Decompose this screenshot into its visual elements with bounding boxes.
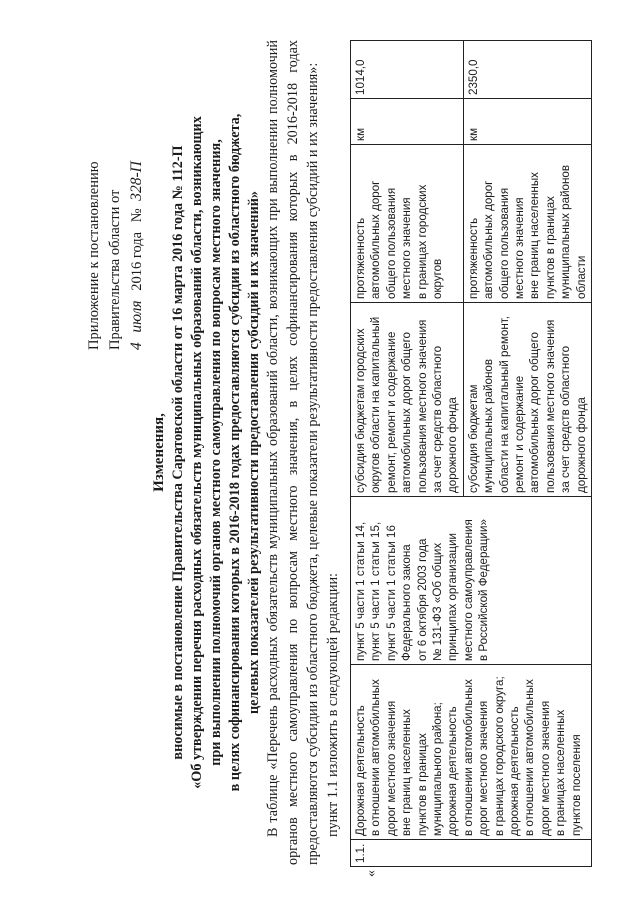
cell-line: местного значения xyxy=(513,197,527,299)
cell-line: Дорожная деятельность xyxy=(354,705,367,836)
cell-line: муниципальных районов xyxy=(559,164,573,299)
cell-line: от 6 октября 2003 года xyxy=(415,538,429,661)
cell-line: дорожного фонда xyxy=(446,397,460,493)
title-line-3: «Об утверждении перечня расходных обязательств муниципальных образований области, возникающих xyxy=(189,116,205,789)
value-cell-urban: 1014,0 xyxy=(351,41,464,99)
cell-line: пользования местного значения xyxy=(543,319,557,493)
cell-line: пунктов поселения xyxy=(569,734,583,836)
approval-year: 2016 года xyxy=(129,231,145,291)
cell-line: округов области на капитальный xyxy=(369,316,383,493)
cell-line: пунктов в границах xyxy=(415,733,429,836)
cell-line: принципах организации xyxy=(446,532,460,661)
cell-line: пункт 5 части 1 статьи 16 xyxy=(384,525,398,661)
cell-line: автомобильных дорог общего xyxy=(400,332,414,493)
approval-month: июля xyxy=(128,300,145,333)
cell-line: общего пользования xyxy=(384,187,398,299)
unit-cell-urban: км xyxy=(351,99,464,145)
value-cell-districts: 2350,0 xyxy=(463,41,591,99)
cell-line: протяженность xyxy=(354,217,367,299)
cell-line: субсидия бюджетам городских xyxy=(354,328,367,493)
cell-line: местного значения xyxy=(400,197,414,299)
cell-line: дорожная деятельность xyxy=(508,706,522,836)
approval-day: 4 xyxy=(128,342,145,350)
cell-line: дорожного фонда xyxy=(574,397,588,493)
cell-line: дорог местного значения xyxy=(477,700,491,836)
cell-line: автомобильных дорог xyxy=(482,180,496,299)
cell-line: ремонт и содержание xyxy=(513,375,527,493)
cell-line: муниципального района; xyxy=(431,702,445,836)
approval-line-2: Правительства области от xyxy=(107,189,123,350)
cell-line: субсидия бюджетам xyxy=(466,384,480,493)
cell-line: пункт 5 части 1 статьи 14, xyxy=(354,521,367,661)
cell-line: в границах городских xyxy=(415,184,429,299)
intro-text xyxy=(263,40,343,865)
approval-number: 328-П xyxy=(128,161,145,201)
title-line-5: в целях софинансирования которых в 2016-2018 годах предоставляются субсидии из областного бюджета, xyxy=(227,113,243,792)
cell-line: автомобильных дорог общего xyxy=(528,332,542,493)
unit-cell-districts: км xyxy=(463,99,591,145)
cell-line: дорожная деятельность xyxy=(446,706,460,836)
amendments-title xyxy=(150,40,264,865)
approval-line-1: Приложение к постановлению xyxy=(86,161,102,350)
opening-quote: « xyxy=(364,870,379,877)
title-line-4: при выполнении полномочий органов местного самоуправления по вопросам местного значения, xyxy=(208,139,224,766)
indicator-cell-districts xyxy=(463,145,591,303)
cell-line: протяженность xyxy=(466,217,480,299)
cell-line: за счет средств областного xyxy=(431,345,445,493)
cell-line: пунктов в границах xyxy=(543,196,557,299)
amendment-table xyxy=(350,40,592,867)
approval-number-sign: № xyxy=(129,208,145,223)
intro-item: пункт 1.1 изложить в следующей редакции: xyxy=(325,573,341,837)
cell-line: Федерального закона xyxy=(400,544,414,661)
title-line-2: вносимые в постановление Правительства Саратовской области от 16 марта 2016 года № 112-П xyxy=(170,145,186,760)
cell-line: дорог местного значения xyxy=(384,700,398,836)
cell-line: автомобильных дорог xyxy=(369,180,383,299)
cell-line: местного самоуправления xyxy=(461,519,475,661)
title-line-6: целевых показателей результативности предоставления субсидий и их значений» xyxy=(246,190,262,715)
cell-line: пользования местного значения xyxy=(415,319,429,493)
cell-line: вне границ населенных xyxy=(400,709,414,836)
cell-line: округов xyxy=(431,258,445,299)
cell-line: в Российской Федерации» xyxy=(477,519,491,661)
cell-line: ремонт, ремонт и содержание xyxy=(384,331,398,493)
subsidy-cell-urban xyxy=(351,303,464,497)
cell-line: в границах городского округа; xyxy=(492,676,506,836)
cell-line: в отношении автомобильных xyxy=(523,679,537,836)
cell-line: в отношении автомобильных xyxy=(369,679,383,836)
activity-cell xyxy=(351,665,592,840)
cell-line: в границах населенных xyxy=(554,709,568,836)
cell-line: пункт 5 части 1 статьи 15, xyxy=(369,521,383,661)
title-line-1: Изменения, xyxy=(151,413,167,492)
cell-line: № 131-ФЗ «Об общих xyxy=(431,542,445,661)
cell-line: за счет средств областного xyxy=(559,345,573,493)
intro-paragraph: В таблице «Перечень расходных обязательств муниципальных образований области, возникающих при выполнении полномочий органов местного самоуправления по вопросам местного значения, в целях софинансирования которых в 2016-2018 годах предоставляются субсидии из областного бюджета, целевые показатели результативности предоставления субсидий и их значения»: xyxy=(265,40,321,865)
row-number: 1.1. xyxy=(351,840,592,867)
indicator-cell-urban xyxy=(351,145,464,303)
cell-line: общего пользования xyxy=(497,187,511,299)
cell-line: муниципальных районов xyxy=(482,358,496,493)
approval-date-line xyxy=(126,20,148,350)
cell-line: области на капитальный ремонт, xyxy=(497,315,511,493)
subsidy-cell-districts xyxy=(463,303,591,497)
legal-basis-cell xyxy=(351,497,592,665)
cell-line: области xyxy=(574,255,588,299)
cell-line: в отношении автомобильных xyxy=(461,679,475,836)
table-row xyxy=(351,41,464,867)
approval-stamp xyxy=(84,20,148,350)
cell-line: вне границ населенных xyxy=(528,172,542,299)
cell-line: дорог местного значения xyxy=(538,700,552,836)
